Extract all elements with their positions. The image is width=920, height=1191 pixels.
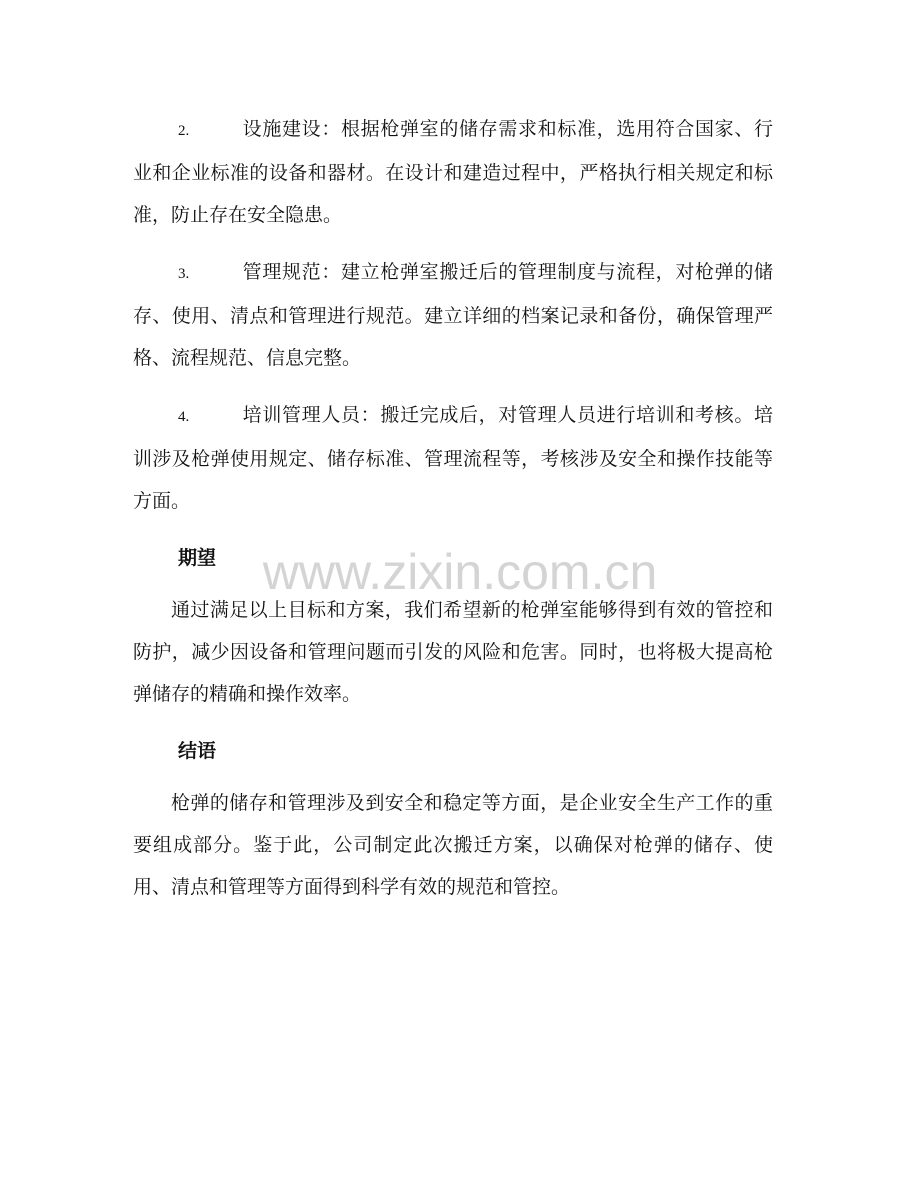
- section-heading-expectation: 期望: [178, 547, 217, 569]
- list-item-number: 3.: [178, 266, 190, 282]
- document-body: [133, 108, 773, 923]
- list-item-text: 设施建设：根据枪弹室的储存需求和标准，选用符合国家、行业和企业标准的设备和器材。在设计和建造过程中，严格执行相关规定和标准，防止存在安全隐患。: [133, 118, 773, 226]
- list-item-text: 管理规范：建立枪弹室搬迁后的管理制度与流程，对枪弹的储存、使用、清点和管理进行规范。建立详细的档案记录和备份，确保管理严格、流程规范、信息完整。: [133, 261, 773, 369]
- list-item-number: 4.: [178, 409, 190, 425]
- section-paragraph-conclusion: 枪弹的储存和管理涉及到安全和稳定等方面，是企业安全生产工作的重要组成部分。鉴于此，公司制定此次搬迁方案，以确保对枪弹的储存、使用、清点和管理等方面得到科学有效的规范和管控。: [133, 792, 773, 898]
- watermark: www.zixin.com.cn: [262, 544, 658, 600]
- list-item: [133, 394, 773, 522]
- list-item-number: 2.: [178, 123, 190, 139]
- list-item: [133, 108, 773, 236]
- list-item-text: 培训管理人员：搬迁完成后，对管理人员进行培训和考核。培训涉及枪弹使用规定、储存标准、管理流程等，考核涉及安全和操作技能等方面。: [133, 404, 773, 512]
- section-heading-conclusion: 结语: [178, 740, 217, 762]
- list-item: [133, 251, 773, 379]
- section-paragraph-expectation: 通过满足以上目标和方案，我们希望新的枪弹室能够得到有效的管控和防护，减少因设备和管理问题而引发的风险和危害。同时，也将极大提高枪弹储存的精确和操作效率。: [133, 599, 773, 705]
